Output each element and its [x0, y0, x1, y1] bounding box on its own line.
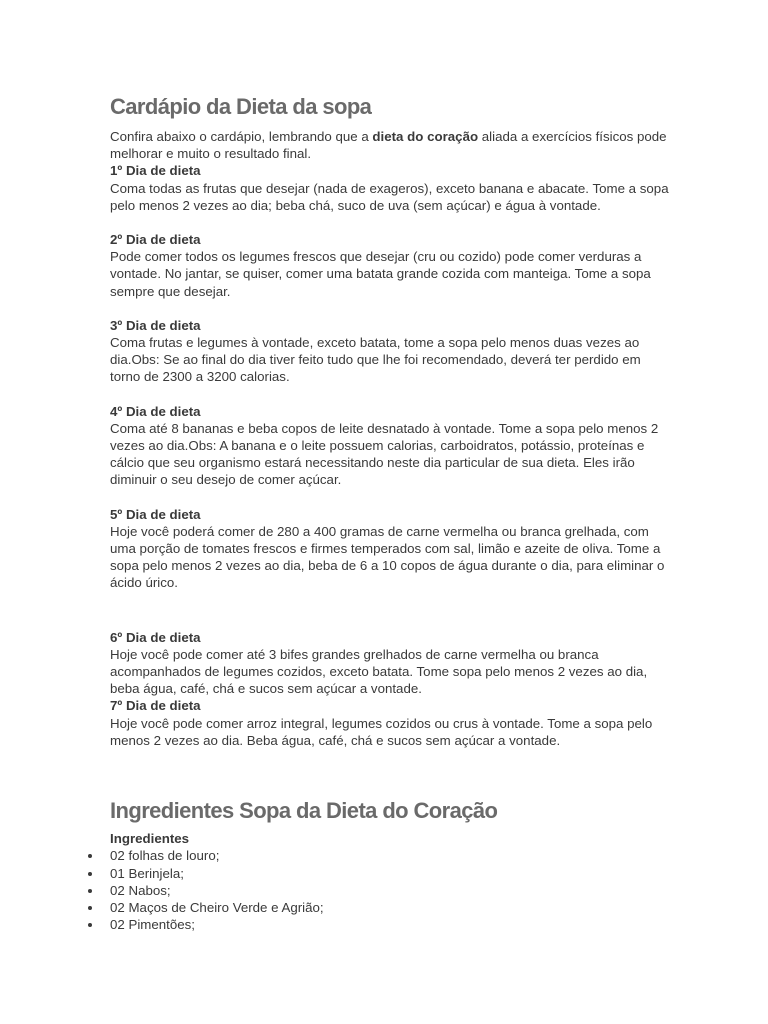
list-item [110, 882, 670, 899]
day-5-title: 5º Dia de dieta [110, 506, 201, 522]
day-6-text: Hoje você pode comer até 3 bifes grandes grelhados de carne vermelha ou branca acompanhados de legumes cozidos, exceto batata. Tome sopa pelo menos 2 vezes ao dia, beba água, café, chá e sucos sem açúcar a vontade. [110, 646, 648, 697]
ingredient-text: 02 folhas de louro; [110, 848, 220, 864]
list-item [110, 899, 670, 916]
day-1-text: Coma todas as frutas que desejar (nada de exageros), exceto banana e abacate. Tome a sopa pelo menos 2 vezes ao dia; beba chá, suco de uva (sem açúcar) e água à vontade. [110, 180, 669, 213]
intro-text-after: aliada a exercícios físicos pode melhorar e muito o resultado final. [110, 129, 667, 162]
bullet-icon [88, 872, 92, 876]
bullet-icon [88, 854, 92, 858]
intro-bold-link: dieta do coração [372, 129, 479, 144]
day-3-title: 3º Dia de dieta [110, 317, 201, 333]
intro-paragraph [110, 128, 670, 162]
list-item [110, 847, 670, 864]
spacer [110, 592, 670, 609]
day-2-text: Pode comer todos os legumes frescos que desejar (cru ou cozido) pode comer verduras a vontade. No jantar, se quiser, comer uma batata grande cozida com manteiga. Tome a sopa sempre que desejar. [110, 249, 651, 299]
day-2-title: 2º Dia de dieta [110, 232, 201, 248]
list-item [110, 865, 670, 882]
ingredients-heading: Ingredientes Sopa da Dieta do Coração [110, 798, 498, 824]
day-5-text: Hoje você poderá comer de 280 a 400 gramas de carne vermelha ou branca grelhada, com uma porção de tomates frescos e firmes temperados com sal, limão e azeite de oliva. Tome a sopa pelo menos 2 vezes ao dia, beba de 6 a 10 copos de água durante o dia, para eliminar o ácido úrico. [110, 523, 665, 591]
day-7-text: Hoje você pode comer arroz integral, legumes cozidos ou crus à vontade. Tome a sopa pelo menos 2 vezes ao dia. Beba água, café, chá e sucos sem açúcar a vontade. [110, 715, 653, 748]
document-content [110, 92, 670, 933]
bullet-icon [88, 906, 92, 910]
day-6-title: 6º Dia de dieta [110, 629, 201, 645]
ingredients-list [110, 847, 670, 933]
spacer [110, 489, 670, 506]
day-3-text: Coma frutas e legumes à vontade, exceto batata, tome a sopa pelo menos duas vezes ao dia.Obs: Se ao final do dia tiver feito tudo que lhe foi recomendado, deverá ter perdido em torno de 2300 a 3200 calorias. [110, 335, 641, 385]
spacer [110, 300, 670, 317]
day-4-title: 4º Dia de dieta [110, 403, 201, 419]
bullet-icon [88, 923, 92, 927]
ingredient-text: 01 Berinjela; [110, 865, 184, 881]
page-title: Cardápio da Dieta da sopa [110, 94, 372, 119]
day-1-title: 1º Dia de dieta [110, 163, 201, 179]
intro-text-before: Confira abaixo o cardápio, lembrando que a [110, 129, 373, 144]
day-4-text: Coma até 8 bananas e beba copos de leite desnatado à vontade. Tome a sopa pelo menos 2 vezes ao dia.Obs: A banana e o leite possuem calorias, carboidratos, potássio, proteínas e cálcio que seu organismo estará necessitando neste dia particular de sua dieta. Eles irão diminuir o seu desejo de comer açúcar. [110, 420, 659, 488]
spacer [110, 609, 670, 629]
bullet-icon [88, 889, 92, 893]
ingredients-section [110, 796, 670, 933]
spacer [110, 386, 670, 403]
spacer [110, 214, 670, 231]
list-item [110, 916, 670, 933]
day-7-title: 7º Dia de dieta [110, 698, 201, 714]
ingredients-subtitle: Ingredientes [110, 831, 190, 847]
ingredient-text: 02 Nabos; [110, 882, 171, 898]
ingredient-text: 02 Pimentões; [110, 917, 196, 933]
ingredient-text: 02 Maços de Cheiro Verde e Agrião; [110, 899, 324, 915]
